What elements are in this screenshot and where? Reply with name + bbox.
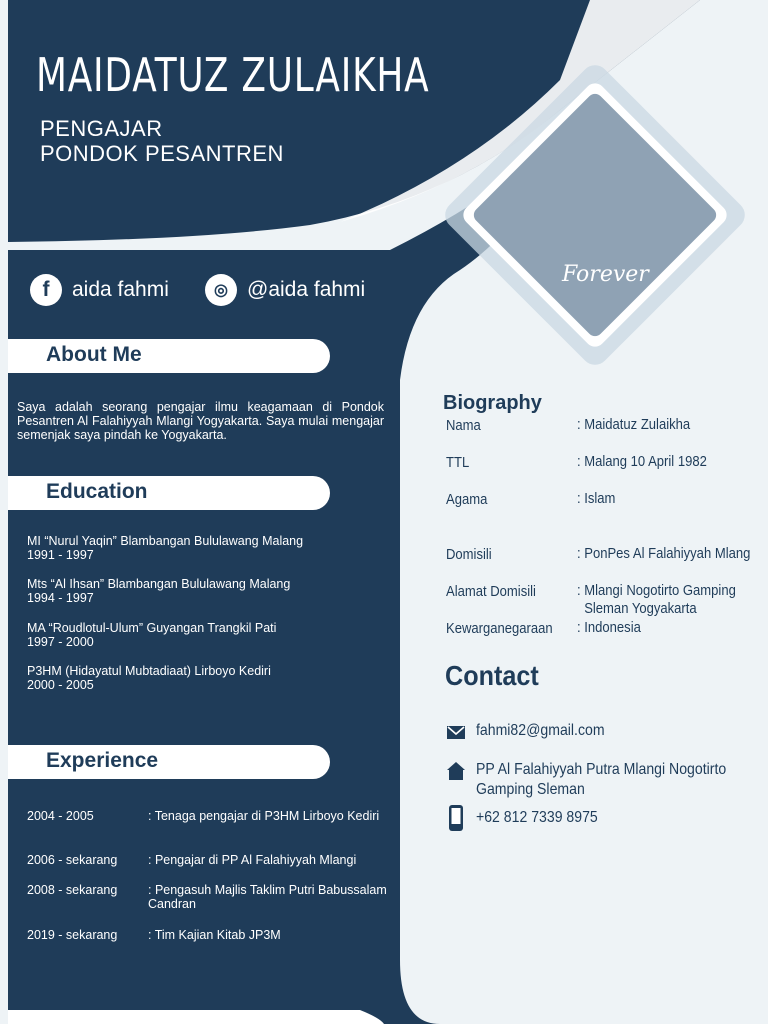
- experience-desc: : Pengasuh Majlis Taklim Putri Babussalam Candran: [148, 883, 387, 911]
- experience-period: 2004 - 2005: [27, 809, 94, 823]
- bio-value: : Mlangi Nogotirto Gamping Sleman Yogyakarta: [577, 583, 736, 617]
- job-title-line2: PONDOK PESANTREN: [40, 141, 284, 166]
- contact-email[interactable]: fahmi82@gmail.com: [476, 722, 605, 739]
- education-item: Mts “Al Ihsan” Blambangan Bululawang Malang 1994 - 1997: [27, 577, 291, 605]
- phone-icon: [446, 804, 466, 832]
- bio-label: Kewarganegaraan: [446, 621, 553, 637]
- bio-label: TTL: [446, 455, 470, 471]
- education-item: MI “Nurul Yaqin” Blambangan Bululawang Malang 1991 - 1997: [27, 534, 304, 562]
- bio-value: : Indonesia: [577, 620, 641, 636]
- bio-value: : Maidatuz Zulaikha: [577, 417, 691, 433]
- instagram-icon: ◎: [205, 274, 237, 306]
- education-heading: Education: [8, 476, 330, 510]
- bio-value: : PonPes Al Falahiyyah Mlang: [577, 546, 751, 562]
- bio-label: Nama: [446, 418, 481, 434]
- bio-value: : Malang 10 April 1982: [577, 454, 707, 470]
- about-heading: About Me: [8, 339, 330, 373]
- photo-overlay-text: Forever: [562, 262, 649, 287]
- job-title: [40, 116, 284, 166]
- contact-heading: Contact: [445, 660, 539, 691]
- home-icon: [446, 761, 466, 781]
- facebook-link[interactable]: [30, 270, 169, 310]
- contact-address: PP Al Falahiyyah Putra Mlangi Nogotirto Gamping Sleman: [476, 761, 727, 798]
- experience-period: 2008 - sekarang: [27, 883, 118, 897]
- email-icon: [446, 722, 466, 742]
- experience-desc: : Tim Kajian Kitab JP3M: [148, 928, 281, 942]
- person-name: MAIDATUZ ZULAIKHA: [36, 48, 430, 102]
- job-title-line1: PENGAJAR: [40, 116, 163, 141]
- instagram-handle: @aida fahmi: [247, 278, 366, 301]
- biography-heading: Biography: [443, 392, 542, 414]
- bio-label: Alamat Domisili: [446, 584, 536, 600]
- experience-heading: Experience: [8, 745, 330, 779]
- bio-label: Agama: [446, 492, 488, 508]
- instagram-link[interactable]: [205, 270, 365, 310]
- contact-phone[interactable]: +62 812 7339 8975: [476, 809, 598, 826]
- experience-period: 2019 - sekarang: [27, 928, 118, 942]
- profile-photo: [548, 150, 649, 330]
- education-item: MA “Roudlotul-Ulum” Guyangan Trangkil Pati 1997 - 2000: [27, 621, 277, 649]
- bio-label: Domisili: [446, 547, 492, 563]
- facebook-handle: aida fahmi: [72, 278, 169, 301]
- experience-desc: : Pengajar di PP Al Falahiyyah Mlangi: [148, 853, 357, 867]
- experience-period: 2006 - sekarang: [27, 853, 118, 867]
- bio-value: : Islam: [577, 491, 616, 507]
- experience-desc: : Tenaga pengajar di P3HM Lirboyo Kediri: [148, 809, 380, 823]
- facebook-icon: f: [30, 274, 62, 306]
- education-item: P3HM (Hidayatul Mubtadiaat) Lirboyo Kediri 2000 - 2005: [27, 664, 271, 692]
- about-text: Saya adalah seorang pengajar ilmu keagamaan di Pondok Pesantren Al Falahiyyah Mlangi Yogyakarta. Saya mulai mengajar semenjak saya pindah ke Yogyakarta.: [17, 400, 384, 442]
